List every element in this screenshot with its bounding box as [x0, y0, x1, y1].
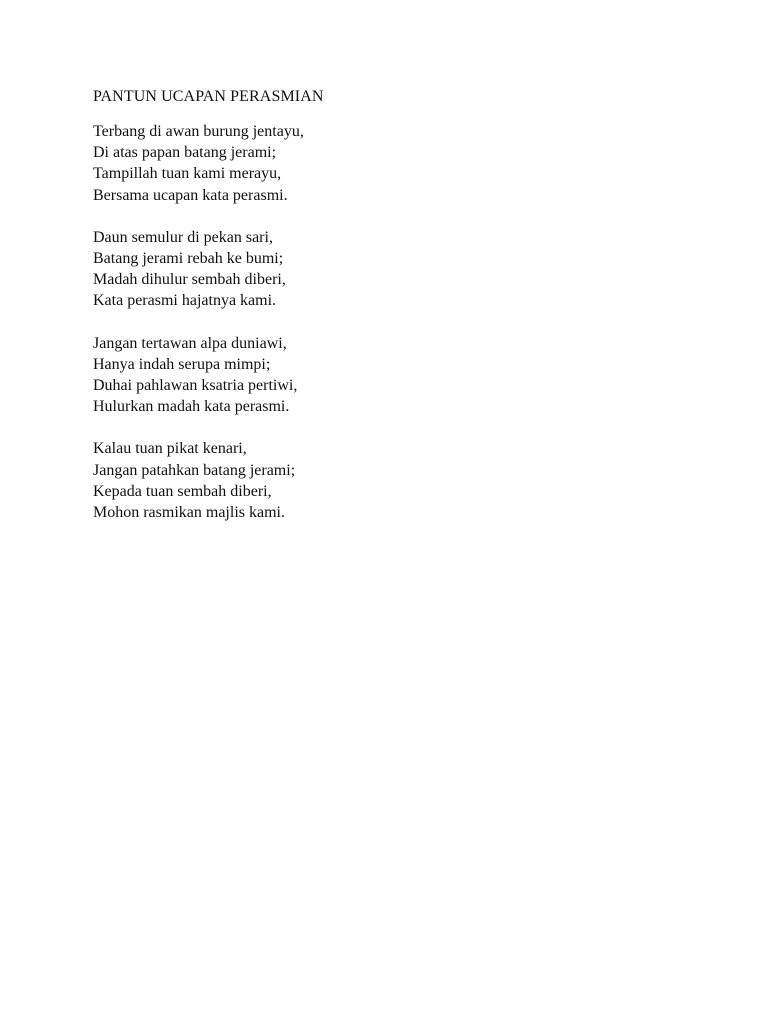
- stanza-line: Daun semulur di pekan sari,: [93, 228, 273, 246]
- stanza-4: [93, 438, 713, 523]
- stanza-line: Terbang di awan burung jentayu,: [93, 123, 304, 140]
- stanza-line: Duhai pahlawan ksatria pertiwi,: [93, 377, 298, 395]
- stanza-line: Jangan patahkan batang jerami;: [93, 461, 296, 479]
- document-page: [93, 86, 713, 544]
- stanza-1: [93, 121, 713, 206]
- stanza-line: Jangan tertawan alpa duniawi,: [93, 334, 287, 352]
- stanza-3: [93, 333, 713, 418]
- stanza-line: Mohon rasmikan majlis kami.: [93, 504, 285, 522]
- stanza-line: Hanya indah serupa mimpi;: [93, 355, 271, 373]
- stanza-line: Batang jerami rebah ke bumi;: [93, 250, 284, 268]
- stanza-line: Di atas papan batang jerami;: [93, 144, 277, 162]
- stanza-line: Hulurkan madah kata perasmi.: [93, 398, 290, 416]
- stanza-line: Kepada tuan sembah diberi,: [93, 482, 272, 500]
- document-title: PANTUN UCAPAN PERASMIAN: [93, 88, 324, 105]
- stanza-line: Madah dihulur sembah diberi,: [93, 271, 286, 289]
- stanza-line: Kata perasmi hajatnya kami.: [93, 292, 277, 310]
- stanza-line: Bersama ucapan kata perasmi.: [93, 186, 288, 204]
- stanza-line: Kalau tuan pikat kenari,: [93, 440, 247, 458]
- stanza-line: Tampillah tuan kami merayu,: [93, 165, 282, 183]
- stanza-2: [93, 227, 713, 312]
